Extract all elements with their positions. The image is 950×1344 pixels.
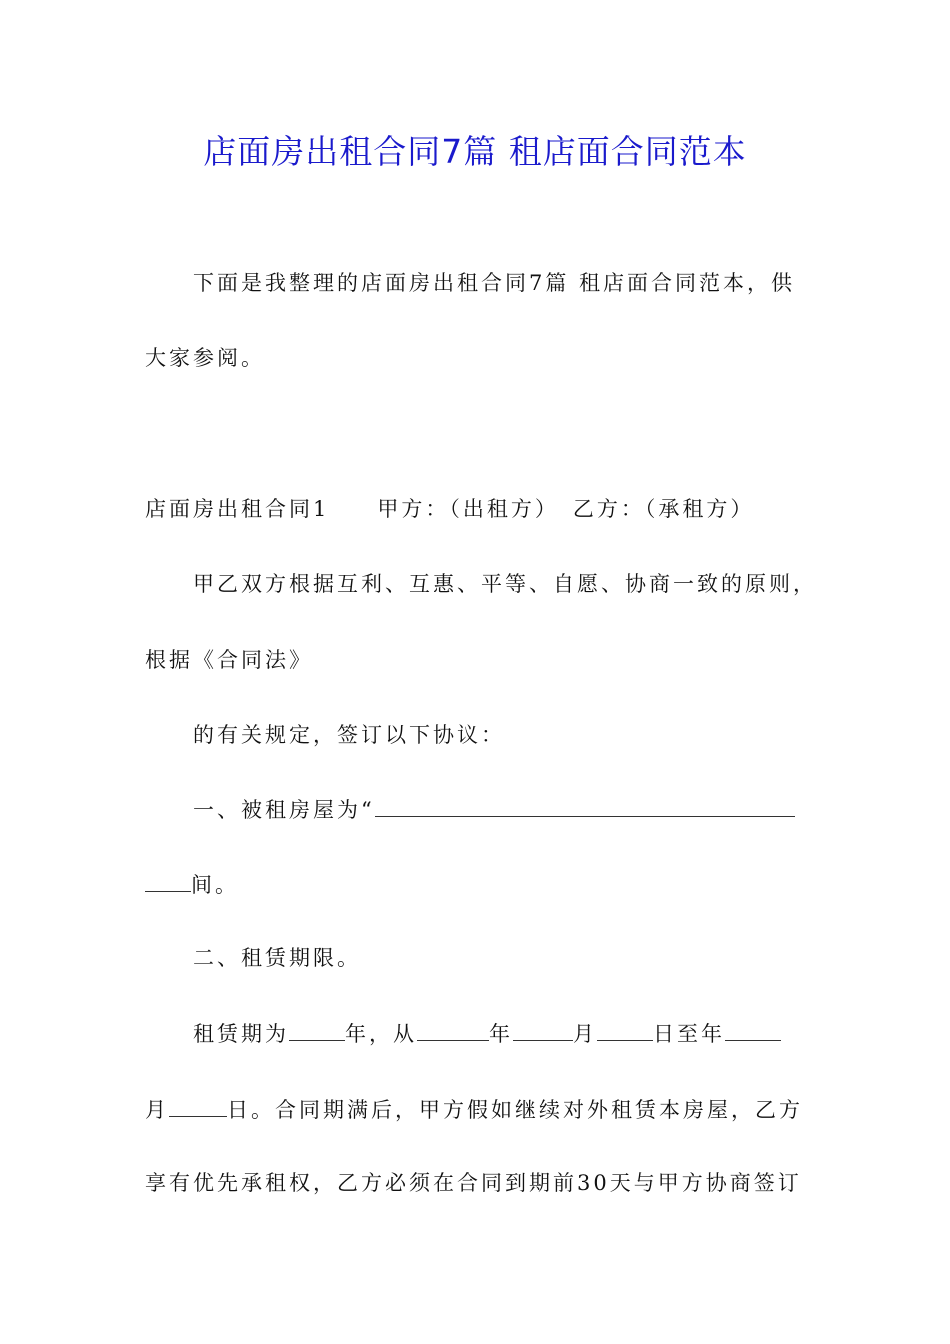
- page-title: 店面房出租合同7篇 租店面合同范本: [203, 132, 747, 171]
- start-month-blank: [513, 1012, 573, 1041]
- lease-term-text-g: 日。合同期满后，甲方假如继续对外租赁本房屋，乙方: [227, 1098, 803, 1122]
- contract-heading: 店面房出租合同1: [145, 497, 330, 521]
- lease-term-text-c: 年: [489, 1022, 513, 1046]
- end-year-blank: [725, 1012, 781, 1041]
- principle-line-3: 的有关规定，签订以下协议：: [193, 723, 505, 747]
- lease-term-line-1: [193, 1012, 813, 1054]
- lease-term-text-a: 租赁期为: [193, 1022, 289, 1046]
- premises-blank: [375, 788, 795, 817]
- intro-paragraph-line-2: 大家参阅。: [145, 346, 265, 370]
- party-a-label: 甲方：（出租方）: [377, 497, 559, 521]
- start-day-blank: [597, 1012, 653, 1041]
- clause-1-suffix: 间。: [191, 873, 239, 897]
- intro-paragraph-line-1: 下面是我整理的店面房出租合同7篇 租店面合同范本，供: [193, 271, 796, 295]
- clause-2-heading: 二、租赁期限。: [193, 946, 361, 970]
- principle-line-2: 根据《合同法》: [145, 648, 313, 672]
- end-month-blank: [169, 1088, 227, 1117]
- lease-term-text-b: 年，从: [345, 1022, 417, 1046]
- contract-heading-line: [145, 489, 815, 529]
- lease-term-text-e: 日至年: [653, 1022, 725, 1046]
- years-blank: [289, 1012, 345, 1041]
- rooms-blank: [145, 863, 191, 892]
- lease-term-line-2: [145, 1088, 815, 1130]
- clause-1-line-1: [193, 788, 813, 830]
- start-year-blank: [417, 1012, 489, 1041]
- lease-term-text-d: 月: [573, 1022, 597, 1046]
- principle-line-1: 甲乙双方根据互利、互惠、平等、自愿、协商一致的原则，: [193, 572, 817, 596]
- clause-1-prefix: 一、被租房屋为“: [193, 798, 375, 822]
- party-b-label: 乙方：（承租方）: [572, 497, 755, 521]
- lease-term-text-f: 月: [145, 1098, 169, 1122]
- clause-1-line-2: [145, 863, 815, 905]
- renewal-line: 享有优先承租权，乙方必须在合同到期前30天与甲方协商签订: [145, 1171, 802, 1195]
